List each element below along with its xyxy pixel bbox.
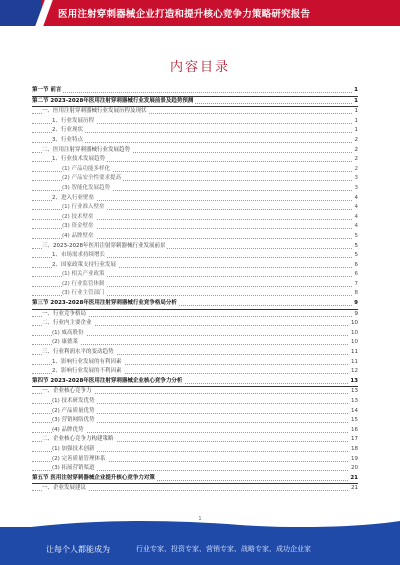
toc-entry-label: 2、行业现状 (52, 127, 83, 134)
toc-entry-page: 2 (353, 165, 359, 175)
toc-entry[interactable] (32, 367, 358, 377)
toc-entry-label: 第二节 2023-2028年医用注射穿刺器械行业发展前景及趋势预测 (32, 97, 194, 104)
toc-entry[interactable] (32, 289, 358, 299)
footer-roles: 行业专家、投资专家、营销专家、战略专家、成功企业家 (136, 545, 311, 553)
toc-entry-label: 1、行业发展历程 (52, 117, 94, 124)
toc-entry[interactable] (32, 474, 358, 485)
toc-entry-label: (4) 品牌优势 (52, 426, 84, 433)
toc-entry[interactable] (32, 155, 358, 165)
toc-entry-page: 2 (353, 146, 359, 156)
toc-entry-label: (1) 技术研发优势 (52, 398, 95, 404)
toc-entry[interactable] (32, 86, 358, 97)
toc-entry-page: 13 (349, 397, 358, 407)
toc-entry-label: (2) 产品安全性要求提高 (62, 175, 122, 182)
toc-entry-label: (2) 产品质量优势 (52, 407, 95, 414)
footer-slogan: 让每个人都能成为 (46, 545, 110, 554)
toc-entry-page: 9 (353, 310, 359, 320)
toc-entry[interactable] (32, 455, 358, 465)
toc-entry-label: 第五节 医用注射穿刺器械企业提升核心竞争力对策 (32, 474, 155, 481)
toc-entry-page: 19 (349, 455, 358, 465)
toc-entry[interactable] (32, 184, 358, 194)
toc-entry-page: 1 (353, 126, 359, 136)
toc-entry[interactable] (32, 348, 358, 358)
toc-entry-page: 3 (353, 174, 359, 184)
toc-entry[interactable] (32, 416, 358, 426)
toc-entry[interactable] (32, 338, 358, 348)
toc-entry[interactable] (32, 484, 358, 494)
toc-entry[interactable] (32, 435, 358, 445)
toc-leader-dots (32, 344, 358, 345)
toc-entry-page: 6 (353, 261, 359, 271)
toc-entry-label: (2) 完善质量管理体系 (52, 455, 106, 462)
toc-entry[interactable] (32, 165, 358, 175)
toc-entry[interactable] (32, 445, 358, 455)
toc-entry[interactable] (32, 222, 358, 232)
toc-entry-page: 2 (353, 155, 359, 165)
toc-entry[interactable] (32, 136, 358, 146)
toc-entry-label: 第三节 2023-2028年医用注射穿刺器械行业竞争格局分析 (32, 300, 177, 307)
toc-entry-label: 二、行业内主要企业 (42, 320, 92, 327)
toc-entry-label: 二、企业核心竞争力构建策略 (42, 436, 114, 443)
toc-entry-page: 18 (349, 445, 358, 455)
toc-entry[interactable] (32, 407, 358, 417)
toc-entry-label: (3) 资金壁垒 (62, 223, 94, 230)
toc-entry[interactable] (32, 251, 358, 261)
toc-entry-page: 5 (353, 232, 359, 242)
toc-entry-page: 9 (352, 299, 358, 309)
toc-entry-page: 10 (349, 319, 358, 329)
toc-entry-page: 2 (353, 136, 359, 146)
toc-entry-label: 二、医用注射穿刺器械行业发展趋势 (42, 146, 131, 153)
toc-entry[interactable] (32, 270, 358, 280)
toc-entry-label: (3) 行业主管部门 (62, 290, 105, 297)
toc-entry-label: 第一节 前言 (32, 87, 62, 93)
toc-entry-label: (1) 产品功能多样化 (62, 165, 111, 172)
toc-entry-label: 一、医用注射穿刺器械行业发展历程及现状 (42, 108, 147, 115)
toc-entry[interactable] (32, 397, 358, 407)
toc-entry-page: 17 (349, 435, 358, 445)
toc-entry[interactable] (32, 203, 358, 213)
toc-entry[interactable] (32, 107, 358, 117)
toc-leader-dots (32, 92, 358, 93)
toc-entry-page: 16 (349, 426, 358, 436)
toc-entry-label: 2、进入行业壁垒 (52, 194, 94, 201)
toc-entry[interactable] (32, 213, 358, 223)
toc-entry-page: 21 (349, 484, 358, 494)
toc-entry[interactable] (32, 117, 358, 127)
toc-entry[interactable] (32, 280, 358, 290)
toc-entry-page: 21 (348, 474, 358, 484)
toc-entry-page: 1 (353, 107, 359, 117)
toc-entry[interactable] (32, 146, 358, 156)
toc-entry-page: 1 (353, 117, 359, 127)
toc-entry-label: (1) 威高股份 (52, 329, 84, 336)
toc-entry-page: 15 (349, 416, 358, 426)
toc-entry-page: 4 (353, 213, 359, 223)
toc-entry[interactable] (32, 426, 358, 436)
toc-entry-page: 6 (353, 270, 359, 280)
toc-entry[interactable] (32, 464, 358, 474)
toc-entry-label: 第四节 2023-2028年医用注射穿刺器械企业核心竞争力分析 (32, 377, 183, 384)
toc-entry[interactable] (32, 194, 358, 204)
toc-entry-page: 5 (353, 242, 359, 252)
toc-entry-page: 8 (353, 289, 359, 299)
toc-entry-page: 13 (348, 377, 358, 387)
toc-entry-page: 4 (353, 203, 359, 213)
toc-entry-page: 11 (349, 348, 358, 358)
toc-entry-label: (3) 智能化发展趋势 (62, 184, 111, 191)
toc-entry-label: (4) 品牌壁垒 (62, 232, 94, 239)
toc-entry-page: 20 (349, 464, 358, 474)
toc-entry[interactable] (32, 387, 358, 397)
toc-entry-page: 13 (349, 387, 358, 397)
toc-entry-page: 1 (352, 97, 358, 107)
page-number: 1 (198, 516, 202, 522)
toc-entry-label: (2) 技术壁垒 (62, 213, 94, 220)
toc-entry-page: 4 (353, 194, 359, 204)
toc-entry-page: 5 (353, 251, 359, 261)
toc-entry-label: (1) 相关产业政策 (62, 271, 105, 278)
toc-entry[interactable] (32, 319, 358, 329)
toc-entry[interactable] (32, 97, 358, 108)
toc-entry[interactable] (32, 232, 358, 242)
report-header (0, 0, 400, 30)
toc-entry-label: 一、企业核心竞争力 (42, 388, 92, 395)
toc-entry-page: 3 (353, 184, 359, 194)
toc-entry-page: 10 (349, 329, 358, 339)
footer-wave (0, 519, 400, 531)
toc-entry-page: 14 (349, 407, 358, 417)
toc-entry[interactable] (32, 299, 358, 310)
toc-entry-label: (1) 加强技术创新 (52, 445, 95, 452)
toc-entry-page: 10 (349, 338, 358, 348)
report-footer (0, 527, 400, 565)
toc-entry-page: 4 (353, 222, 359, 232)
toc-entry[interactable] (32, 377, 358, 388)
toc-entry[interactable] (32, 261, 358, 271)
toc-entry-label: (3) 营销网络优势 (52, 417, 95, 424)
toc-entry-page: 12 (349, 367, 358, 377)
toc-entry-page: 1 (352, 86, 358, 96)
toc-entry-label: 一、企业发展建议 (42, 485, 87, 492)
toc-heading: 内容目录 (169, 60, 230, 75)
toc-entry-label: 1、影响行业发展的有利因素 (52, 358, 122, 365)
toc-entry[interactable] (32, 310, 358, 320)
toc-entry-label: 1、行业技术发展趋势 (52, 156, 105, 163)
toc-entry-label: 一、行业竞争格局 (42, 310, 87, 317)
toc-entry-label: (2) 康德莱 (52, 339, 79, 346)
toc-entry[interactable] (32, 126, 358, 136)
toc-entry-label: 3、行业特点 (52, 136, 83, 143)
table-of-contents (32, 86, 358, 494)
toc-entry-label: 三、2023-2028年医用注射穿刺器械行业发展前景 (42, 242, 166, 249)
report-title: 医用注射穿刺器械企业打造和提升核心竞争力策略研究报告 (58, 9, 311, 20)
toc-entry[interactable] (32, 329, 358, 339)
toc-entry-label: 2、影响行业发展的不利因素 (52, 368, 122, 375)
toc-entry-label: 三、行业利润水平的变动趋势 (42, 349, 114, 356)
toc-entry-page: 11 (349, 358, 358, 368)
toc-entry-label: 1、市场需求持续增长 (52, 252, 105, 259)
toc-entry-label: (3) 拓展营销渠道 (52, 465, 95, 472)
toc-entry[interactable] (32, 358, 358, 368)
toc-entry[interactable] (32, 242, 358, 252)
toc-entry-label: (1) 行业准入壁垒 (62, 204, 105, 211)
toc-entry-page: 7 (353, 280, 359, 290)
toc-entry-label: 2、国家政策支持行业发展 (52, 261, 117, 268)
toc-entry-label: (2) 行业监管体制 (62, 280, 105, 287)
toc-entry[interactable] (32, 174, 358, 184)
